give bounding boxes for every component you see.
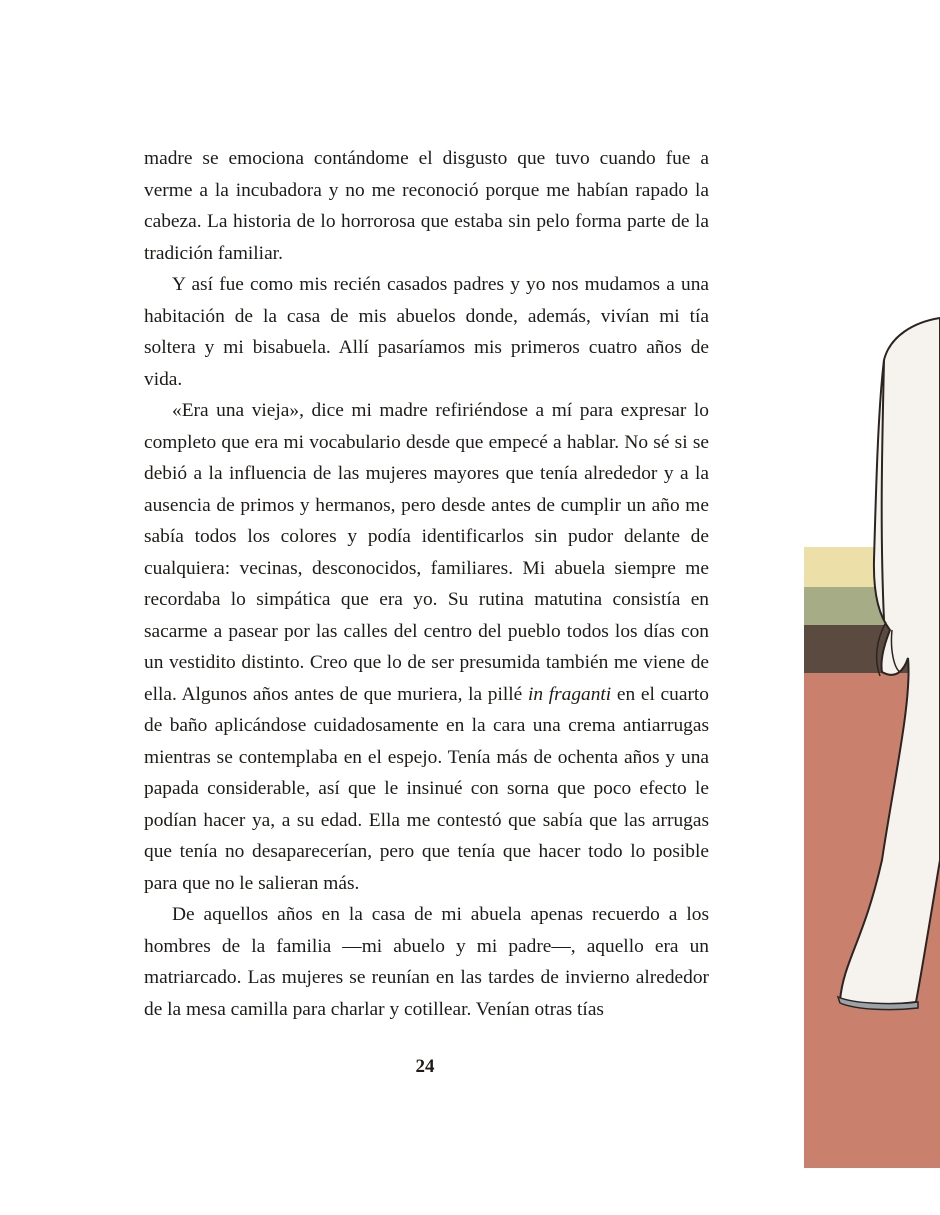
paragraph <box>144 395 709 899</box>
page-number: 24 <box>415 1056 435 1077</box>
text-segment: Y así fue como mis recién casados padres y yo nos mudamos a una habitación de la casa de mis abuelos donde, además, vivían mi tía soltera y mi bisabuela. Allí pasaríamos mis primeros cuatro años de vida. <box>144 274 709 390</box>
text-segment: De aquellos años en la casa de mi abuela apenas recuerdo a los hombres de la familia —mi abuelo y mi padre—, aquello era un matriarcado. Las mujeres se reunían en las tardes de invierno alrededor de la mesa camilla para charlar y cotillear. Venían otras tías <box>144 904 709 1020</box>
body-text <box>144 143 709 1025</box>
figure-illustration <box>804 300 940 1168</box>
paragraph <box>144 899 709 1025</box>
paragraph <box>144 269 709 395</box>
paragraph <box>144 143 709 269</box>
text-segment: «Era una vieja», dice mi madre refiriéndose a mí para expresar lo completo que era mi vocabulario desde que empecé a hablar. No sé si se debió a la influencia de las mujeres mayores que tenía alrededor y a la ausencia de primos y hermanos, pero desde antes de cumplir un año me sabía todos los colores y podía identificarlos sin pudor delante de cualquiera: vecinas, desconocidos, familiares. Mi abuela siempre me recordaba lo simpática que era yo. Su rutina matutina consistía en sacarme a pasear por las calles del centro del pueblo todos los días con un vestidito distinto. Creo que lo de ser presumida también me viene de ella. Algunos años antes de que muriera, la pillé <box>144 400 709 705</box>
italic-phrase: in fraganti <box>527 683 612 705</box>
text-segment: madre se emociona contándome el disgusto que tuvo cuando fue a verme a la incubadora y no me reconoció porque me habían rapado la cabeza. La historia de lo horrorosa que estaba sin pelo forma parte de la tradición familiar. <box>144 148 709 264</box>
text-segment: en el cuarto de baño aplicándose cuidadosamente en la cara una crema antiarrugas mientras se contemplaba en el espejo. Tenía más de ochenta años y una papada considerable, así que le insinué con sorna que poco efecto le podían hacer ya, a su edad. Ella me contestó que sabía que las arrugas que tenía no desaparecerían, pero que tenía que hacer todo lo posible para que no le salieran más. <box>144 683 709 894</box>
